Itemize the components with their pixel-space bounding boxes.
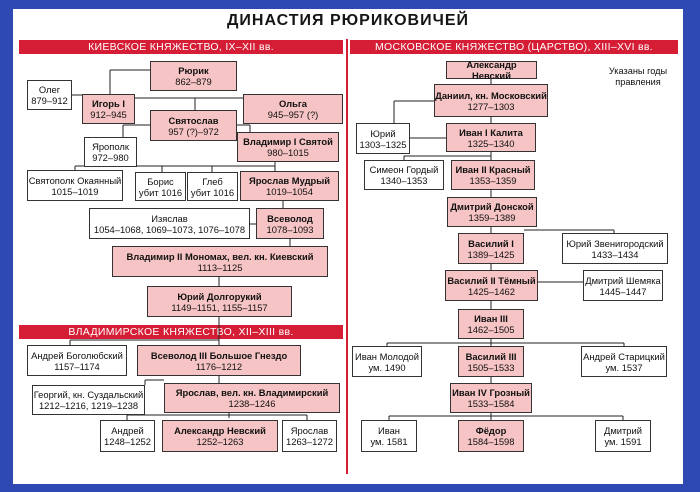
ruler-ivan-ii xyxy=(451,160,535,190)
ruler-name: Иван I Калита xyxy=(459,126,523,138)
ruler-name: Святослав xyxy=(168,114,219,126)
ruler-ivan-iii xyxy=(458,309,524,339)
prince-boris xyxy=(135,172,186,201)
ruler-name: Ярослав xyxy=(290,425,329,436)
ruler-fyodor xyxy=(458,420,524,452)
ruler-dates: 879–912 xyxy=(31,95,68,106)
ruler-name: Борис xyxy=(147,175,174,187)
ruler-name: Александр Невский xyxy=(466,59,517,81)
ruler-yaroslav-vladimirsky xyxy=(164,383,340,413)
ruler-name: Иван IV Грозный xyxy=(452,387,530,398)
ruler-vasily-iii xyxy=(458,346,524,377)
ruler-dates: 1252–1263 xyxy=(196,436,244,447)
ruler-name: Всеволод III Большое Гнездо xyxy=(150,349,288,361)
ruler-dates: убит 1016 xyxy=(190,186,235,198)
ruler-name: Святополк Окаянный xyxy=(28,174,122,186)
ruler-vsevolod xyxy=(256,208,324,239)
ruler-dates: 1054–1068, 1069–1073, 1076–1078 xyxy=(93,223,246,235)
ruler-nevsky-moscow xyxy=(446,61,537,79)
ruler-name: Владимир I Святой xyxy=(243,136,333,147)
ruler-name: Василий II Тёмный xyxy=(447,274,536,286)
prince-ivan-son xyxy=(361,420,417,452)
section-header-vladimir: ВЛАДИМИРСКОЕ КНЯЖЕСТВО, XII–XIII вв. xyxy=(19,325,343,339)
ruler-dates: 862–879 xyxy=(175,76,212,87)
ruler-dates: 1505–1533 xyxy=(467,361,515,373)
ruler-name: Даниил, кн. Московский xyxy=(435,89,547,101)
ruler-dates: 957 (?)–972 xyxy=(168,125,219,137)
ruler-dates: убит 1016 xyxy=(138,186,183,198)
ruler-name: Дмитрий Донской xyxy=(450,201,534,212)
ruler-dates: 1584–1598 xyxy=(467,436,515,447)
prince-dmitry xyxy=(595,420,651,452)
ruler-name: Георгий, кн. Суздальский xyxy=(33,389,144,400)
ruler-dates: 1277–1303 xyxy=(467,100,515,112)
ruler-name: Ярослав, вел. кн. Владимирский xyxy=(175,387,329,398)
ruler-name: Всеволод xyxy=(267,212,313,224)
ruler-vasily-ii xyxy=(445,270,538,301)
ruler-dates: 1019–1054 xyxy=(266,186,313,197)
ruler-name: Ярослав Мудрый xyxy=(248,175,331,186)
ruler-dates: 1157–1174 xyxy=(54,360,100,372)
ruler-georgy xyxy=(32,385,145,415)
ruler-name: Иван II Красный xyxy=(455,164,531,175)
ruler-oleg xyxy=(27,80,72,110)
ruler-dates: 1445–1447 xyxy=(599,285,647,297)
ruler-nevsky-vladimir xyxy=(162,420,278,452)
ruler-name: Владимир II Мономах, вел. кн. Киевский xyxy=(126,250,314,262)
ruler-name: Рюрик xyxy=(178,65,209,76)
ruler-yaroslav-mudry xyxy=(240,171,339,201)
ruler-name: Юрий Звенигородский xyxy=(566,237,664,249)
ruler-bogolyubsky xyxy=(27,345,127,376)
ruler-vladimir-i xyxy=(237,132,339,162)
ruler-ryurik xyxy=(150,61,237,91)
ruler-dates: ум. 1537 xyxy=(605,361,643,373)
ruler-dates: 1325–1340 xyxy=(467,137,515,149)
ruler-name: Симеон Гордый xyxy=(369,164,439,175)
ruler-yaroslav-tverskoy xyxy=(282,420,337,452)
ruler-andrey xyxy=(100,420,155,452)
ruler-name: Иван Молодой xyxy=(354,350,420,362)
ruler-dates: ум. 1591 xyxy=(604,436,642,447)
ruler-name: Андрей Старицкий xyxy=(583,350,665,362)
ruler-name: Василий I xyxy=(468,237,514,249)
ruler-igor xyxy=(82,94,135,124)
note-reign-years: Указаны годы правления xyxy=(608,66,668,87)
ruler-name: Изяслав xyxy=(151,212,188,224)
ruler-shemyaka xyxy=(583,270,663,301)
ruler-semyon xyxy=(364,160,444,190)
ruler-dates: 972–980 xyxy=(92,152,129,163)
ruler-name: Глеб xyxy=(202,175,223,187)
ruler-dates: 912–945 xyxy=(90,109,127,120)
section-header-moscow: МОСКОВСКОЕ КНЯЖЕСТВО (ЦАРСТВО), XIII–XVI вв. xyxy=(350,40,678,54)
ruler-dates: 980–1015 xyxy=(267,147,309,158)
ruler-zvenigorodsky xyxy=(562,233,668,264)
ruler-dates: 1462–1505 xyxy=(467,324,515,335)
ruler-name: Александр Невский xyxy=(174,425,266,436)
ruler-dates: 1303–1325 xyxy=(359,138,407,150)
ruler-name: Юрий Долгорукий xyxy=(177,290,262,302)
ruler-name: Фёдор xyxy=(475,425,507,436)
ruler-name: Олег xyxy=(38,84,61,95)
ruler-dates: 1433–1434 xyxy=(591,248,639,260)
ruler-daniil xyxy=(434,84,548,117)
ruler-dates: 1015–1019 xyxy=(51,185,99,197)
ruler-dates: 1340–1353 xyxy=(380,175,428,186)
ruler-grozny xyxy=(450,383,532,413)
ruler-dates: 945–957 (?) xyxy=(267,109,319,120)
ruler-name: Иван III xyxy=(474,313,508,324)
ruler-olga xyxy=(243,94,343,124)
ruler-dates: 1389–1425 xyxy=(467,248,515,260)
ruler-svyatoslav xyxy=(150,110,237,141)
ruler-yaropolk xyxy=(84,137,137,167)
ruler-dates: 1113–1125 xyxy=(197,261,243,273)
ruler-dates: 1263–1272 xyxy=(286,436,333,447)
ruler-name: Дмитрий Шемяка xyxy=(585,274,661,286)
ruler-dates: 1078–1093 xyxy=(266,223,314,235)
ruler-dates: 1353–1359 xyxy=(469,175,517,186)
ruler-dates: 1149–1151, 1155–1157 xyxy=(171,301,268,313)
ruler-izyaslav xyxy=(89,208,250,239)
ruler-kalita xyxy=(446,123,536,152)
ruler-monomakh xyxy=(112,246,328,277)
ruler-name: Игорь I xyxy=(92,98,125,109)
ruler-vasily-i xyxy=(458,233,524,264)
ruler-name: Ольга xyxy=(278,98,307,109)
ruler-name: Ярополк xyxy=(92,141,129,152)
page-title: ДИНАСТИЯ РЮРИКОВИЧЕЙ xyxy=(226,12,469,29)
ruler-svyatopolk xyxy=(27,170,123,201)
prince-gleb xyxy=(187,172,238,201)
prince-staritsky xyxy=(581,346,667,377)
ruler-dolgoruky xyxy=(147,286,292,317)
ruler-dates: 1212–1216, 1219–1238 xyxy=(38,400,139,411)
ruler-name: Андрей Боголюбский xyxy=(31,349,123,361)
prince-ivan-molodoy xyxy=(352,346,422,377)
section-header-kiev: КИЕВСКОЕ КНЯЖЕСТВО, IX–XII вв. xyxy=(19,40,343,54)
ruler-dates: 1238–1246 xyxy=(228,398,276,409)
ruler-dates: ум. 1490 xyxy=(368,361,406,373)
ruler-yury xyxy=(356,123,410,154)
ruler-name: Иван xyxy=(377,425,400,436)
ruler-dates: 1359–1389 xyxy=(468,212,516,223)
ruler-dates: 1248–1252 xyxy=(104,436,151,447)
ruler-dates: 1533–1584 xyxy=(467,398,515,409)
ruler-dates: 1425–1462 xyxy=(468,285,515,297)
ruler-name: Андрей xyxy=(111,425,144,436)
ruler-vsevolod-iii xyxy=(137,345,301,376)
ruler-name: Дмитрий xyxy=(603,425,642,436)
ruler-dates: 1176–1212 xyxy=(195,360,243,372)
ruler-donskoy xyxy=(447,197,537,227)
ruler-name: Юрий xyxy=(370,127,396,139)
ruler-name: Василий III xyxy=(465,350,517,362)
ruler-dates: ум. 1581 xyxy=(370,436,408,447)
